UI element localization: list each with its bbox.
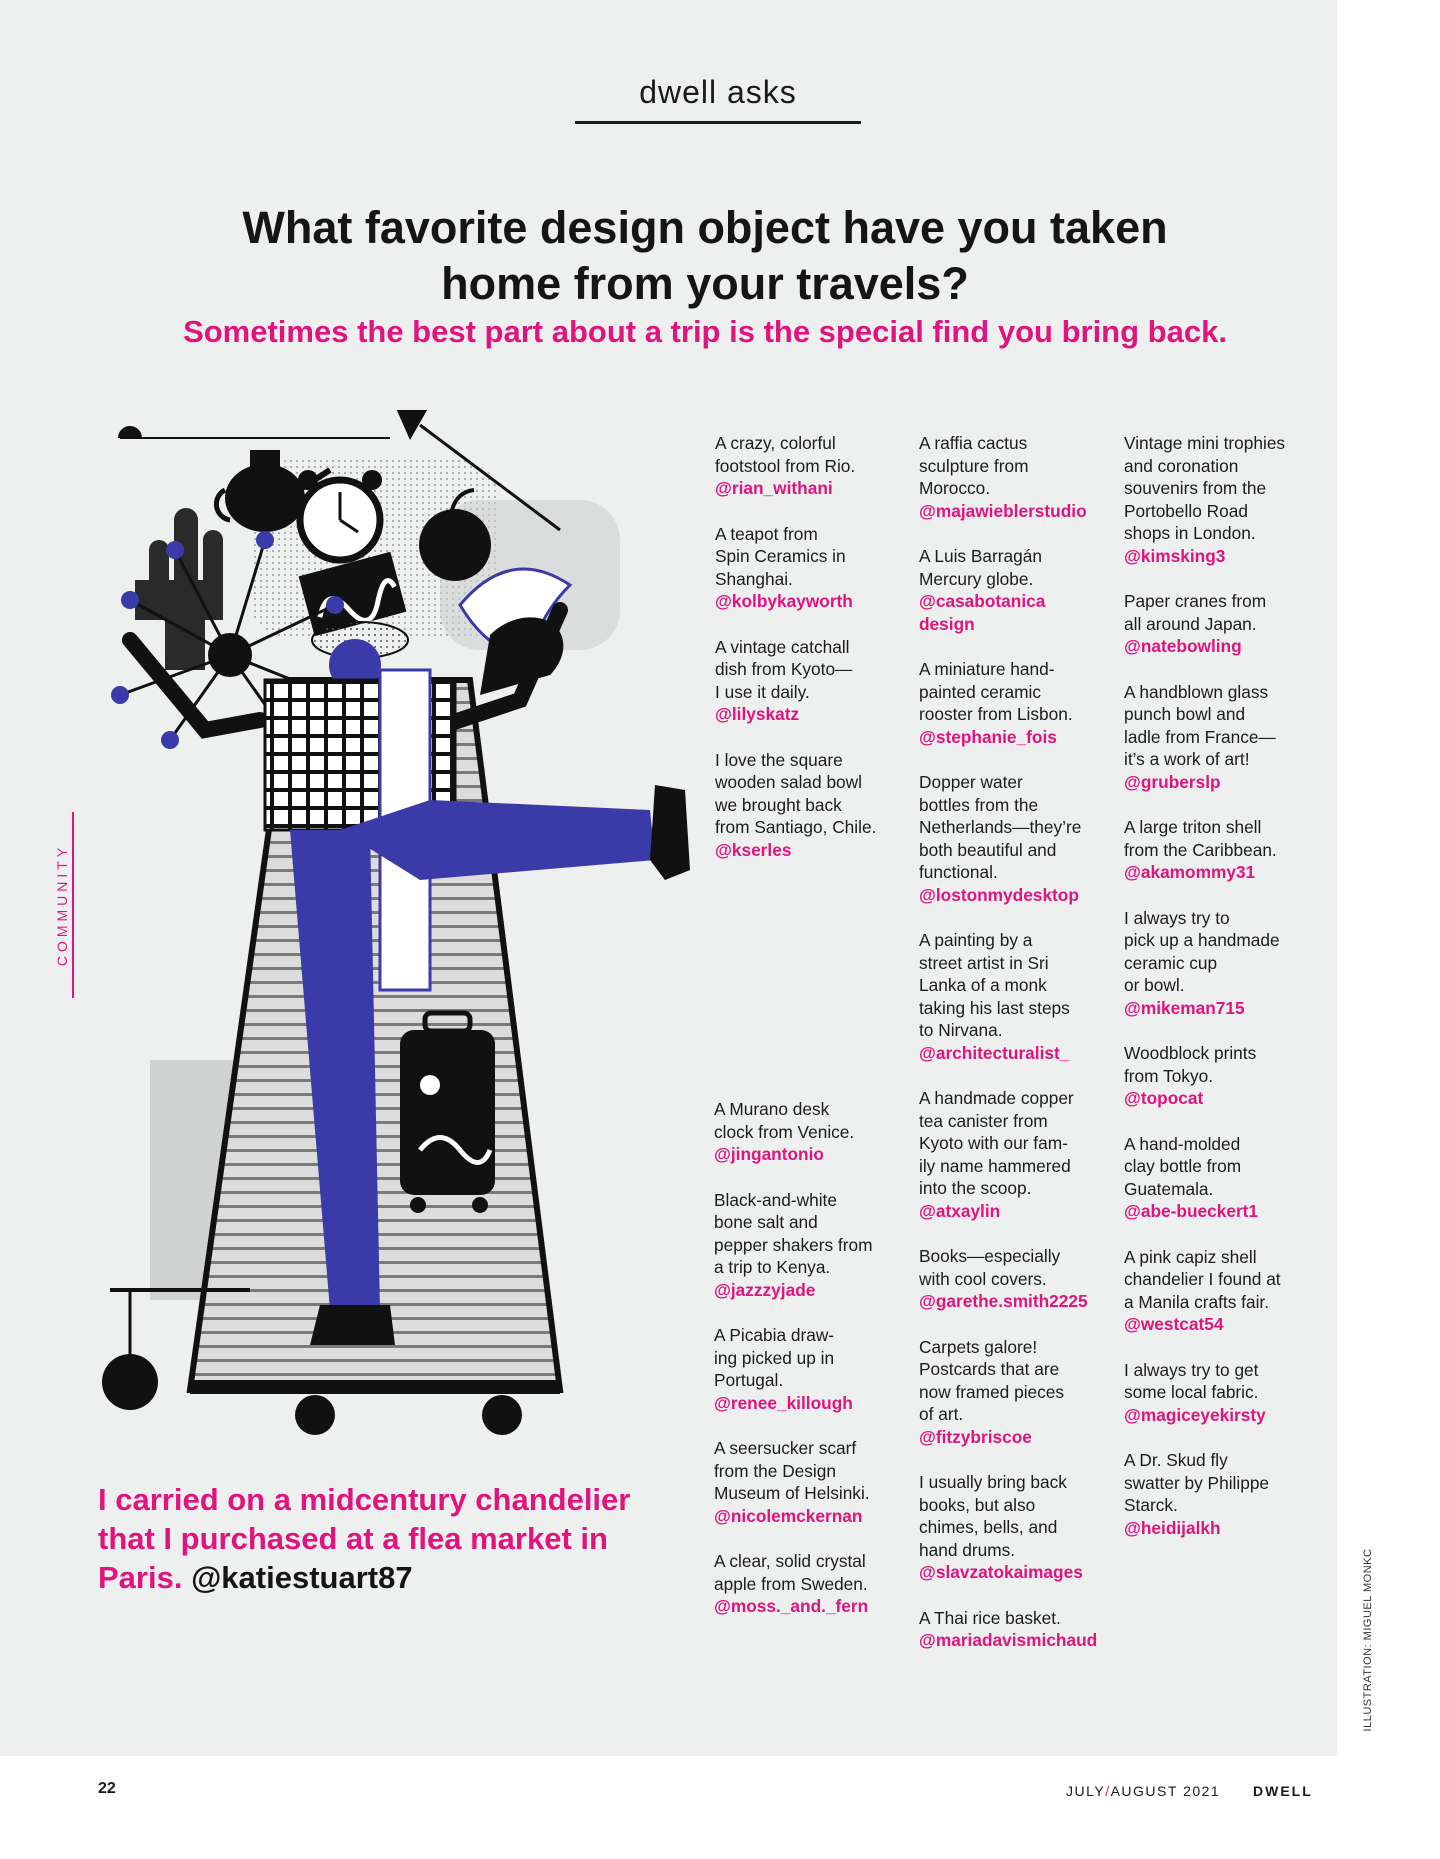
kicker-underline <box>575 121 861 124</box>
answer-handle[interactable]: @kserles <box>715 839 792 860</box>
answer-text: A hand-molded clay bottle from Guatemala. <box>1124 1133 1242 1199</box>
answer-handle[interactable]: @topocat <box>1124 1088 1204 1108</box>
answer-text: Woodblock prints from Tokyo. <box>1124 1043 1257 1086</box>
answer-entry <box>1124 1359 1324 1427</box>
answer-text: Books—especially with cool covers. <box>919 1246 1061 1289</box>
answer-entry <box>714 1324 904 1414</box>
answer-handle[interactable]: @heidijalkh <box>1124 1517 1221 1538</box>
answer-handle[interactable]: @gruberslp <box>1124 771 1221 792</box>
answer-handle[interactable]: @mariadavismichaud <box>919 1630 1098 1650</box>
answer-handle[interactable]: @architecturalist_ <box>919 1042 1070 1063</box>
answer-entry <box>715 636 905 726</box>
answers-column-2 <box>919 432 1119 1675</box>
answer-text: Carpets galore! Postcards that are now framed pieces of art. <box>919 1336 1065 1424</box>
answer-handle[interactable]: @nicolemckernan <box>714 1505 863 1526</box>
answer-entry <box>714 1098 904 1166</box>
answer-entry <box>1124 681 1324 794</box>
shoe-icon <box>310 1305 395 1345</box>
answer-handle[interactable]: @lostonmydesktop <box>919 884 1079 905</box>
answer-text: A teapot from Spin Ceramics in Shanghai. <box>715 523 846 589</box>
answers-column-1 <box>714 1098 904 1641</box>
section-kicker: dwell asks <box>639 74 797 110</box>
answer-entry <box>919 1245 1119 1313</box>
answer-handle[interactable]: @casabotanica design <box>919 591 1046 634</box>
answer-handle[interactable]: @kolbykayworth <box>715 591 853 611</box>
answer-entry <box>715 432 905 500</box>
answer-handle[interactable]: @jazzzyjade <box>714 1279 816 1300</box>
issue-date-month: JULY <box>1066 1783 1106 1799</box>
answer-text: A Picabia draw- ing picked up in Portugal. <box>714 1325 835 1390</box>
section-side-rule <box>72 812 74 998</box>
headline: What favorite design object have you taken home from your travels? <box>242 202 1168 309</box>
answer-handle[interactable]: @renee_killough <box>714 1392 853 1413</box>
answer-text: I always try to get some local fabric. <box>1124 1359 1259 1402</box>
answer-entry <box>919 432 1119 522</box>
section-label: COMMUNITY <box>54 843 70 967</box>
answer-text: I usually bring back books, but also chimes, bells, and hand drums. <box>919 1472 1067 1560</box>
answer-text: Vintage mini trophies and coronation souvenirs from the Portobello Road shops in London. <box>1124 433 1286 543</box>
answer-text: I love the square wooden salad bowl we brought back from Santiago, Chile. <box>715 749 877 837</box>
answer-text: A clear, solid crystal apple from Sweden. <box>714 1551 868 1594</box>
stair-wheel-left-icon <box>295 1395 335 1435</box>
dek: Sometimes the best part about a trip is the special find you bring back. <box>183 314 1227 349</box>
answer-text: Dopper water bottles from the Netherlands—they’re both beautiful and functional. <box>919 772 1082 882</box>
answer-entry <box>1124 1042 1324 1110</box>
cactus-icon <box>135 508 223 670</box>
answer-entry <box>919 1336 1119 1449</box>
issue-date <box>1066 1783 1220 1799</box>
answer-handle[interactable]: @natebowling <box>1124 636 1242 656</box>
sun-icon <box>118 426 142 438</box>
answer-entry <box>919 545 1119 635</box>
answer-handle[interactable]: @moss._and._fern <box>714 1596 869 1616</box>
answer-entry <box>715 523 905 613</box>
answer-text: A Thai rice basket. <box>919 1607 1061 1628</box>
answer-handle[interactable]: @majawieblerstudio <box>919 500 1087 521</box>
answer-entry <box>1124 1449 1324 1539</box>
answer-entry <box>715 749 905 862</box>
answer-text: A Murano desk clock from Venice. <box>714 1099 855 1142</box>
answer-handle[interactable]: @atxaylin <box>919 1200 1001 1221</box>
answer-handle[interactable]: @slavzatokaimages <box>919 1562 1083 1582</box>
alarm-clock-icon <box>298 470 382 560</box>
answer-entry <box>714 1437 904 1527</box>
answer-entry <box>919 658 1119 748</box>
answer-text: A large triton shell from the Caribbean. <box>1124 817 1277 860</box>
illustration-juggling-traveler <box>90 410 690 1450</box>
answer-handle[interactable]: @stephanie_fois <box>919 726 1057 747</box>
answer-text: A miniature hand- painted ceramic rooster from Lisbon. <box>919 659 1073 724</box>
answer-handle[interactable]: @westcat54 <box>1124 1314 1224 1334</box>
table-wheel-icon <box>102 1354 158 1410</box>
issue-date-rest: AUGUST 2021 <box>1110 1783 1221 1799</box>
answers-column-1-top <box>715 432 905 884</box>
answer-entry <box>1124 1133 1324 1223</box>
answer-handle[interactable]: @mikeman715 <box>1124 997 1245 1018</box>
answer-entry <box>919 1087 1119 1222</box>
answer-text: A handmade copper tea canister from Kyoto with our fam- ily name hammered into the scoop. <box>919 1088 1074 1198</box>
answer-text: I always try to pick up a handmade ceramic cup or bowl. <box>1124 907 1280 995</box>
answer-entry <box>919 929 1119 1064</box>
answer-text: Black-and-white bone salt and pepper shakers from a trip to Kenya. <box>714 1189 873 1277</box>
answer-entry <box>1124 907 1324 1020</box>
answer-handle[interactable]: @rian_withani <box>715 478 833 498</box>
answer-handle[interactable]: @abe-bueckert1 <box>1124 1201 1259 1221</box>
answer-entry <box>714 1550 904 1618</box>
answer-text: A handblown glass punch bowl and ladle from France— it’s a work of art! <box>1124 681 1276 769</box>
answer-handle[interactable]: @kimsking3 <box>1124 545 1226 566</box>
issue-date-slash: / <box>1105 1783 1111 1799</box>
answer-entry <box>919 1471 1119 1584</box>
magazine-name: DWELL <box>1253 1783 1313 1799</box>
answer-handle[interactable]: @garethe.smith2225 <box>919 1291 1088 1311</box>
answer-entry <box>919 771 1119 906</box>
answer-handle[interactable]: @akamommy31 <box>1124 862 1256 882</box>
pull-quote <box>98 1480 658 1597</box>
answers-column-3 <box>1124 432 1324 1562</box>
answer-text: A seersucker scarf from the Design Museum of Helsinki. <box>714 1438 870 1503</box>
answer-handle[interactable]: @lilyskatz <box>715 704 800 724</box>
answer-handle[interactable]: @magiceyekirsty <box>1124 1404 1266 1425</box>
answer-text: A Dr. Skud fly swatter by Philippe Starck. <box>1124 1450 1270 1515</box>
answer-text: A painting by a street artist in Sri Lanka of a monk taking his last steps to Nirvana. <box>919 930 1070 1040</box>
answer-text: Paper cranes from all around Japan. <box>1124 591 1267 634</box>
illustration-credit: ILLUSTRATION: MIGUEL MONKC <box>1362 1548 1374 1732</box>
answer-entry <box>1124 432 1324 567</box>
answer-handle[interactable]: @fitzybriscoe <box>919 1426 1032 1447</box>
pull-quote-text: I carried on a midcentury chandelier that I purchased at a flea market in Paris. <box>98 1482 631 1595</box>
answer-entry <box>919 1607 1119 1652</box>
answer-entry <box>714 1189 904 1302</box>
answer-text: A vintage catchall dish from Kyoto— I use it daily. <box>715 636 853 702</box>
answer-text: A raffia cactus sculpture from Morocco. <box>919 433 1029 498</box>
suitcase-icon <box>400 1013 495 1213</box>
answer-handle[interactable]: @jingantonio <box>714 1144 824 1164</box>
boot-icon <box>650 785 690 880</box>
answer-entry <box>1124 1246 1324 1336</box>
answer-text: A Luis Barragán Mercury globe. <box>919 546 1042 589</box>
page-number: 22 <box>98 1780 116 1797</box>
stair-wheel-right-icon <box>482 1395 522 1435</box>
answer-entry <box>1124 816 1324 884</box>
pull-quote-handle: @katiestuart87 <box>191 1560 413 1595</box>
answer-text: A pink capiz shell chandelier I found at a Manila crafts fair. <box>1124 1246 1281 1312</box>
answer-text: A crazy, colorful footstool from Rio. <box>715 433 856 476</box>
answer-entry <box>1124 590 1324 658</box>
